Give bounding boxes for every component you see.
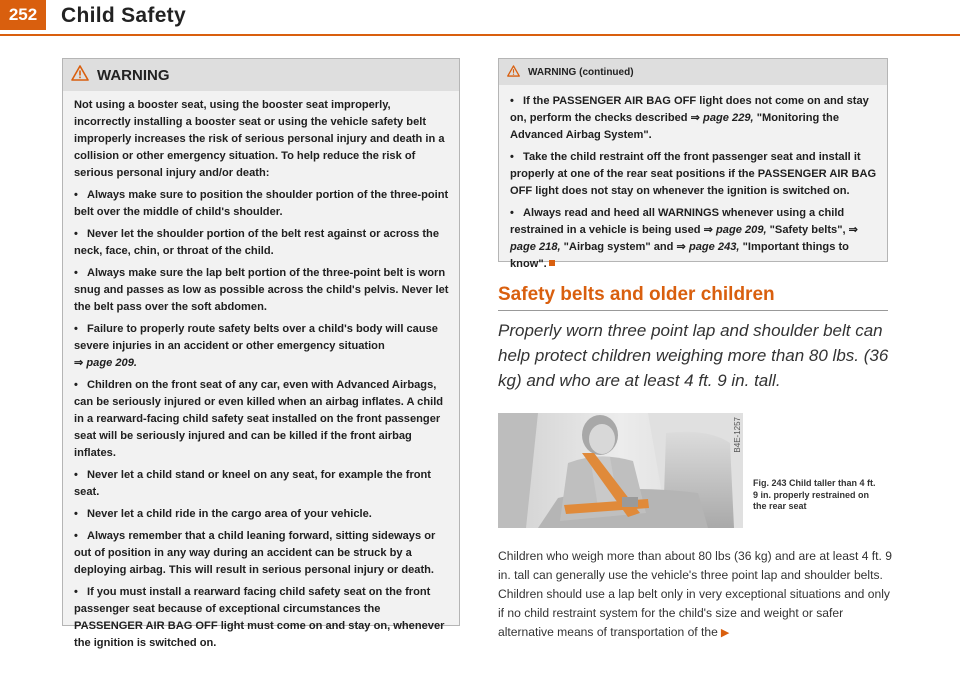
page-reference-link[interactable]: page 218,: [510, 241, 561, 253]
warning-bullet: • Failure to properly route safety belts over a child's body will cause severe injuries in an accident or other emergency situation ⇒ page 209.: [74, 323, 438, 369]
warning-bullet: • Always make sure the lap belt portion of the three-point belt is worn snug and passes as low as possible across the child's pelvis. Never let the belt pass over the soft abdomen.: [74, 267, 449, 313]
warning-bullet: • Never let the shoulder portion of the belt rest against or across the neck, face, chin, or throat of the child.: [74, 228, 439, 257]
body-paragraph: Children who weigh more than about 80 lbs (36 kg) and are at least 4 ft. 9 in. tall can generally use the vehicle's three point lap and shoulder belts. Children should use a lap belt only in very exceptional situations and only if no child restraint system for the child's size and weight or safer alternative means of transportation of the ▶: [498, 549, 892, 639]
warning-bullet: • If the PASSENGER AIR BAG OFF light does not come on and stay on, perform the checks described ⇒ page 229, "Monitoring the Advanced Airbag System".: [510, 95, 869, 141]
end-mark-icon: [549, 260, 555, 266]
right-arrow-icon: ⇒: [74, 357, 84, 369]
page-reference-link[interactable]: page 209.: [86, 357, 137, 369]
warning-body: [63, 91, 459, 652]
header-rule: [0, 34, 960, 36]
warning-intro: Not using a booster seat, using the booster seat improperly, incorrectly installing a booster seat or using the vehicle safety belt improperly increases the risk of serious personal injury and death in a collision or other emergency situation. To help reduce the risk of serious personal injury and/or death:: [74, 99, 445, 179]
warning-triangle-icon: [507, 65, 520, 80]
continue-arrow-icon: ▶: [720, 627, 730, 639]
right-arrow-icon: ⇒: [703, 224, 713, 236]
warning-box: [62, 58, 460, 649]
section-rule: [498, 310, 888, 311]
warning-bullet: • Children on the front seat of any car, even with Advanced Airbags, can be seriously injured or even killed when an airbag inflates. A child in a rearward-facing child safety seat installed on the front passenger seat will be seriously injured and can be killed if the front airbag inflates.: [74, 379, 444, 459]
right-arrow-icon: ⇒: [848, 224, 858, 236]
warning-bullet: • Always read and heed all WARNINGS whenever using a child restrained in a vehicle is being used ⇒ page 209, "Safety belts", ⇒ page 218, "Airbag system" and ⇒ page 243, "Important things to know".: [510, 207, 858, 270]
figure-code: B4E-1257: [733, 417, 742, 453]
page-reference-link[interactable]: page 243,: [688, 241, 740, 253]
section-title: Safety belts and older children: [498, 284, 775, 305]
page-reference-link[interactable]: page 229,: [703, 112, 754, 124]
section-intro: Properly worn three point lap and shoulder belt can help protect children weighing more than 80 lbs. (36 kg) and who are at least 4 ft. 9 in. tall.: [498, 321, 889, 390]
right-arrow-icon: ⇒: [690, 112, 700, 124]
chapter-title: Child Safety: [61, 4, 186, 27]
warning-title: WARNING: [97, 66, 170, 84]
warning-header: [63, 59, 459, 91]
warning-continued-box: [498, 58, 888, 270]
warning-body: [499, 85, 887, 273]
warning-bullet: • If you must install a rearward facing child safety seat on the front passenger seat because of exceptional circumstances the PASSENGER AIR BAG OFF light must come on and stay on, whenever the ignition is switched on.: [74, 586, 445, 649]
warning-bullet: • Always make sure to position the shoulder portion of the three-point belt over the middle of child's shoulder.: [74, 189, 449, 218]
warning-bullet: • Take the child restraint off the front passenger seat and install it properly at one of the rear seat positions if the PASSENGER AIR BAG OFF light does not stay on whenever the ignition is switched on.: [510, 151, 877, 197]
page-reference-link[interactable]: page 209,: [716, 224, 767, 236]
figure-image: [498, 413, 743, 528]
warning-bullet: • Never let a child ride in the cargo area of your vehicle.: [74, 508, 372, 520]
warning-bullet: • Always remember that a child leaning forward, sitting sideways or out of position in any way during an accident can be struck by a deploying airbag. This will result in serious personal injury or death.: [74, 530, 436, 576]
page-number: 252: [0, 0, 46, 30]
right-arrow-icon: ⇒: [676, 241, 686, 253]
warning-bullet: • Never let a child stand or kneel on any seat, for example the front seat.: [74, 469, 432, 498]
warning-triangle-icon: [71, 65, 89, 86]
warning-title: WARNING (continued): [528, 66, 634, 78]
figure-caption: Fig. 243 Child taller than 4 ft. 9 in. properly restrained on the rear seat: [753, 478, 876, 511]
warning-header: [499, 59, 887, 85]
